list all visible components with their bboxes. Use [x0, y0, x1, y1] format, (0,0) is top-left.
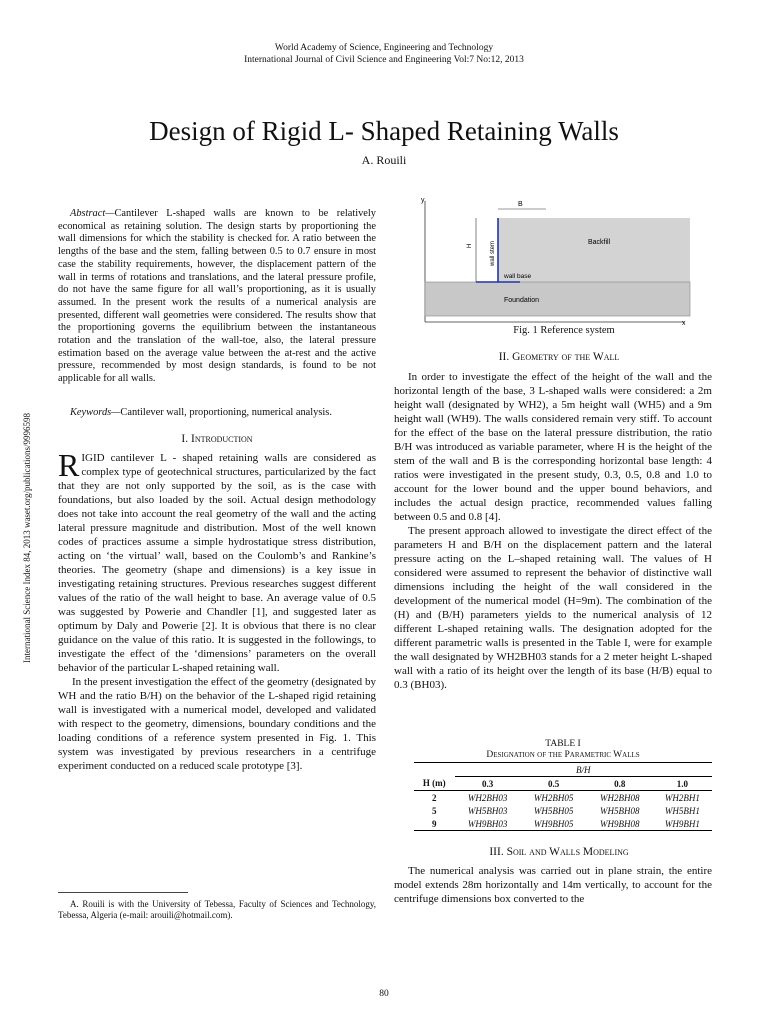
- abstract-text: Cantilever L-shaped walls are known to be relatively economical as retaining solution. The design starts by proportioning the wall dimensions for which the stability is checked for. A ratio between the lengths of the base and the stem, falling between 0.5 to 0.7 ensure in most case the stability requirements, however, the displacement pattern of the wall in terms of rotations and translations, and the lateral pressure profile, do not have the same figure for all wall’s proportioning, as it is usually assumed. In the present work the results of a numerical analysis are presented, different wall geometries were considered. The results show that the proportioning governs the equilibrium between the instantaneous rotation and the translation of the wall-toe, also, the lateral pressure estimation based on the average value between the at-rest and the active pressure, recommended by most design standards, is found to be not applicable for all walls.: [58, 208, 376, 385]
- table-col-header: 0.3: [482, 778, 494, 789]
- table-row: [414, 817, 712, 831]
- table-group-header: B/H: [455, 763, 712, 777]
- keywords-label: Keywords—: [70, 407, 121, 418]
- abstract-label: Abstract—: [70, 208, 115, 219]
- table-title: Designation of the Parametric Walls: [486, 750, 640, 760]
- intro-paragraph-1: IGID cantilever L - shaped retaining walls are considered as complex type of geotechnical structures, particularized by the fact that they are not only supported by the soil, as is the case with foundations, but also loaded by the soil. Actual design methodology does not take into account the real geometry of the wall and the acting lateral pressure magnitude and distribution. Most of the well known codes of practices assume a simple hydrostatique stress distribution, acting on ‘the virtual’ wall, based on the Coulomb’s and Rankine’s theories. The geometry (shape and dimensions) is a key issue in investigating retaining structures. Previous researches suggest different values of the ratio of the wall height to base. An average value of 0.5 was suggested by Powerie and Chandler [1], and suggested later as optimum by Daly and Powerie [2]. It is obvious that there is no clear guidance on the value of this ratio. It is suggested in the followings, to investigate the effect of the ‘dimensions’ parameters on the overall behavior of the particular L-shaped retaining wall.: [58, 452, 376, 674]
- designation-table: [414, 762, 712, 831]
- journal-volume: International Journal of Civil Science and Engineering Vol:7 No:12, 2013: [244, 55, 524, 65]
- y-axis-label: y: [421, 197, 425, 204]
- table-cell: WH2BH05: [533, 792, 574, 803]
- section-heading-introduction: I. Introduction: [181, 433, 253, 445]
- figure-caption: Fig. 1 Reference system: [513, 325, 615, 336]
- table-cell: WH9BH05: [533, 818, 574, 829]
- h-label: H: [467, 243, 473, 248]
- modeling-body: [394, 864, 712, 906]
- b-label: B: [518, 201, 523, 208]
- footnote-divider: [58, 892, 188, 893]
- drop-cap: R: [58, 447, 80, 483]
- table-cell: WH9BH03: [467, 818, 508, 829]
- table-caption: [414, 739, 712, 761]
- table-cell: WH2BH03: [467, 792, 508, 803]
- table-cell: WH9BH08: [599, 818, 640, 829]
- keywords-text: Cantilever wall, proportioning, numerical analysis.: [120, 407, 332, 418]
- table-label: TABLE I: [545, 739, 581, 749]
- footnote-text: A. Rouili is with the University of Tebessa, Faculty of Sciences and Technology, Tebessa, Algeria (e-mail: arouili@hotmail.com).: [58, 899, 376, 920]
- modeling-paragraph-1: The numerical analysis was carried out in plane strain, the entire model extends 28m horizontally and 14m vertically, to account for the centrifuge dimensions box converted to the: [394, 865, 712, 905]
- foundation-region: [425, 282, 690, 316]
- table-row-header: H (m): [422, 778, 446, 789]
- geometry-paragraph-2: The present approach allowed to investigate the direct effect of the parameters H and B/H on the displacement pattern and the lateral pressure acting on the L–shaped retaining wall. The values of H considered were assumed to represent the behavior of distinctive wall dimensions including the height of the wall considered in the development of the numerical model (H=9m). The combination of the (H) and (B/H) parameters yields to the numerical analysis of 12 different L-shaped retaining walls. The designation adopted for the different parametric walls is presented in the Table I, were for example the wall designated by WH2BH03 stands for a 2 meter height L-shaped wall with a ratio of its height over the length of its base (H/B) equal to 0.3 (BH03).: [394, 525, 712, 691]
- table-cell: WH5BH1: [664, 805, 700, 816]
- table-cell: 2: [432, 792, 437, 803]
- geometry-body: [394, 370, 712, 692]
- table-cell: WH5BH03: [467, 805, 508, 816]
- x-axis-label: x: [682, 320, 686, 326]
- table-col-header: 0.8: [614, 778, 626, 789]
- table-cell: WH9BH1: [664, 818, 700, 829]
- wall-stem-label: wall stem: [490, 240, 496, 266]
- author: A. Rouili: [361, 153, 407, 167]
- geometry-paragraph-1: In order to investigate the effect of the height of the wall and the horizontal length of the base, 3 L-shaped walls were considered: a 2m height wall (designated by WH2), a 5m height wall (WH5) and a 9m height wall (WH9). The walls considered remain very stiff. To account for the effect of the base on the lateral pressure distribution, the ratio B/H was introduced as variable parameter, where H is the height of the stem of the wall and B is the corresponding horizontal base length: 4 ratios were investigated in the present study, 0.3, 0.5, 0.8 and 1.0 to account for the lower bound and the upper bound behaviors, and includes the actual design practice, recommended values falling between 0.5 and 0.8 [4].: [394, 371, 712, 523]
- section-heading-geometry: II. Geometry of the Wall: [498, 351, 620, 363]
- table-cell: WH2BH1: [664, 792, 700, 803]
- intro-paragraph-2: In the present investigation the effect of the geometry (designated by WH and the ratio B/H) on the behavior of the L-shaped rigid retaining wall is investigated with a numerical model, developed and validated with respect to the geometry, dimensions, boundary conditions and the loading conditions of a reference system presented in Fig. 1. This system was investigated by previous researchers in a centrifuge experiment conducted on a reduced scale prototype [3].: [58, 676, 376, 772]
- paper-title: Design of Rigid L- Shaped Retaining Walls: [149, 116, 619, 146]
- table-row: [414, 804, 712, 817]
- table-cell: WH5BH08: [599, 805, 640, 816]
- table-cell: WH5BH05: [533, 805, 574, 816]
- table-cell: WH2BH08: [599, 792, 640, 803]
- foundation-label: Foundation: [504, 297, 540, 304]
- journal-name: World Academy of Science, Engineering and Technology: [274, 43, 494, 53]
- reference-system-figure: [416, 196, 712, 326]
- wall-base-label: wall base: [504, 273, 532, 280]
- backfill-label: Backfill: [588, 239, 611, 246]
- introduction-body: [58, 447, 376, 773]
- section-heading-modeling: III. Soil and Walls Modeling: [489, 846, 629, 858]
- table-col-header: 1.0: [676, 778, 688, 789]
- table-cell: 9: [432, 818, 437, 829]
- table-col-header: 0.5: [548, 778, 560, 789]
- keywords: [58, 406, 376, 419]
- page-number: 80: [379, 989, 389, 999]
- author-footnote: [58, 899, 376, 921]
- table-cell: 5: [432, 805, 437, 816]
- side-index-note: International Science Index 84, 2013 waset.org/publications/9996598: [22, 412, 32, 664]
- abstract: [58, 208, 376, 386]
- table-row: [414, 791, 712, 805]
